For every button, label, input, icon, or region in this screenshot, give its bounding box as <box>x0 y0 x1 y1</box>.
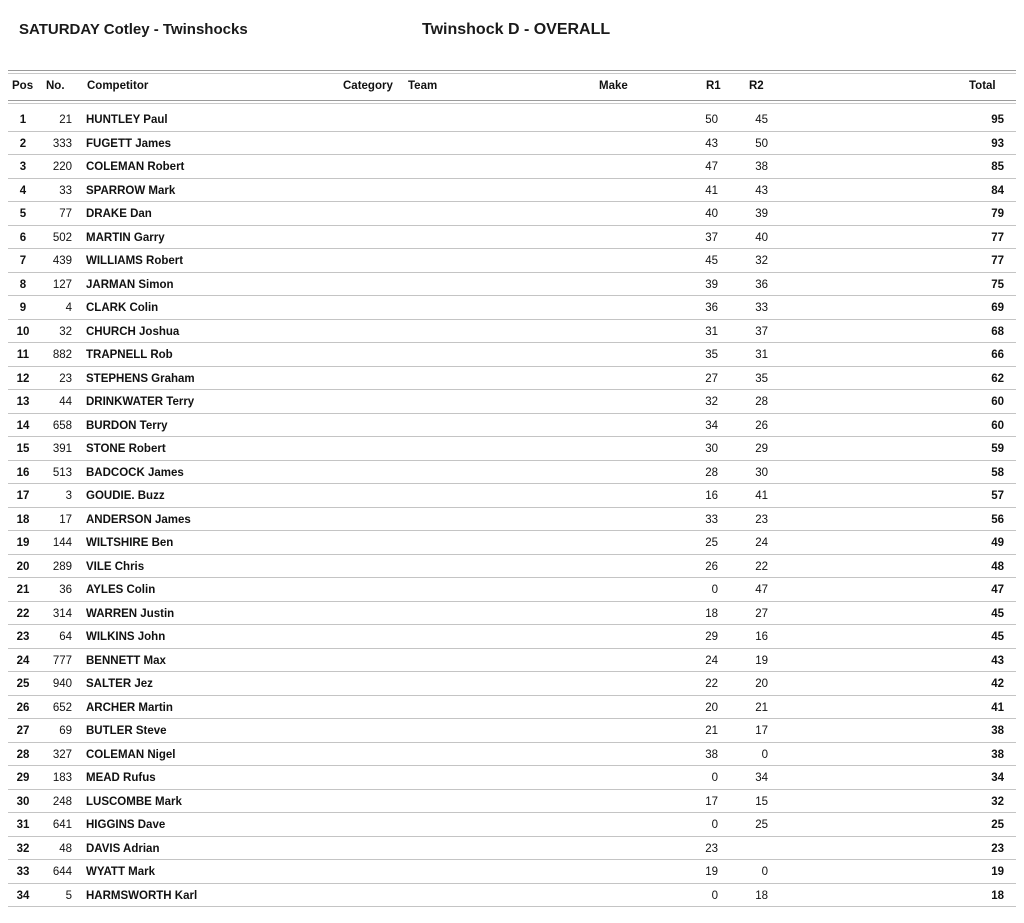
cell-pos: 27 <box>16 725 30 737</box>
table-row <box>8 179 1016 203</box>
cell-total: 18 <box>991 889 1004 902</box>
table-row <box>8 743 1016 767</box>
cell-competitor: HIGGINS Dave <box>86 819 166 831</box>
cell-competitor: ANDERSON James <box>86 513 191 526</box>
cell-pos: 12 <box>16 372 30 385</box>
cell-competitor: LUSCOMBE Mark <box>86 795 182 808</box>
cell-total: 95 <box>991 114 1004 126</box>
table-row <box>8 649 1016 673</box>
cell-r1: 20 <box>705 701 718 714</box>
cell-r1: 22 <box>705 678 718 690</box>
table-row <box>8 531 1016 555</box>
cell-competitor: COLEMAN Robert <box>86 161 185 173</box>
cell-r1: 26 <box>705 560 718 573</box>
cell-total: 48 <box>991 560 1004 573</box>
cell-r2: 23 <box>755 513 768 526</box>
header-pos: Pos <box>12 80 34 92</box>
table-row <box>8 672 1016 696</box>
cell-competitor: DAVIS Adrian <box>86 842 160 855</box>
cell-total: 79 <box>991 208 1004 220</box>
cell-no: 940 <box>52 678 72 690</box>
header-total: Total <box>969 80 996 92</box>
cell-pos: 32 <box>16 842 30 855</box>
cell-r2: 45 <box>755 114 768 126</box>
cell-pos: 3 <box>19 161 27 173</box>
cell-r2: 40 <box>755 231 768 244</box>
cell-no: 644 <box>52 866 72 878</box>
cell-total: 19 <box>991 866 1004 878</box>
cell-pos: 26 <box>16 701 30 714</box>
cell-pos: 30 <box>16 795 30 808</box>
table-row <box>8 625 1016 649</box>
table-header <box>0 80 1024 96</box>
cell-r2: 22 <box>755 560 768 573</box>
cell-r1: 45 <box>705 255 718 267</box>
class-title: Twinshock D - OVERALL <box>422 21 611 38</box>
cell-total: 32 <box>991 795 1004 808</box>
cell-pos: 20 <box>16 560 30 573</box>
cell-r1: 0 <box>711 819 718 831</box>
cell-competitor: BURDON Terry <box>86 419 168 432</box>
table-row <box>8 108 1016 132</box>
cell-r1: 17 <box>705 795 718 808</box>
cell-r2: 21 <box>755 701 768 714</box>
cell-r2: 50 <box>755 137 768 150</box>
header-r1: R1 <box>706 80 721 92</box>
cell-no: 502 <box>52 231 72 244</box>
cell-total: 60 <box>991 419 1004 432</box>
table-row <box>8 461 1016 485</box>
table-row <box>8 273 1016 297</box>
cell-r2: 36 <box>755 278 768 291</box>
cell-r2: 47 <box>755 584 768 596</box>
cell-pos: 25 <box>16 678 30 690</box>
cell-total: 38 <box>991 725 1004 737</box>
cell-r2: 29 <box>755 443 768 455</box>
cell-r1: 33 <box>705 513 718 526</box>
cell-pos: 28 <box>16 748 30 761</box>
cell-total: 25 <box>991 819 1004 831</box>
cell-r1: 36 <box>705 302 718 314</box>
cell-r1: 21 <box>705 725 718 737</box>
cell-r1: 50 <box>705 114 718 126</box>
cell-pos: 34 <box>16 889 30 902</box>
cell-total: 85 <box>991 161 1004 173</box>
cell-no: 289 <box>52 560 72 573</box>
table-row <box>8 860 1016 884</box>
cell-pos: 9 <box>19 302 27 314</box>
cell-r1: 19 <box>705 866 718 878</box>
cell-no: 21 <box>59 114 72 126</box>
cell-no: 882 <box>52 349 72 361</box>
cell-total: 84 <box>991 184 1004 197</box>
cell-competitor: WILLIAMS Robert <box>86 255 184 267</box>
cell-pos: 14 <box>16 419 30 432</box>
cell-no: 777 <box>52 654 72 667</box>
cell-r2: 32 <box>755 255 768 267</box>
table-row <box>8 719 1016 743</box>
cell-r2: 43 <box>755 184 768 197</box>
cell-pos: 7 <box>19 255 27 267</box>
cell-pos: 10 <box>16 325 30 338</box>
cell-pos: 17 <box>16 490 30 502</box>
table-row <box>8 813 1016 837</box>
cell-r2: 18 <box>755 889 768 902</box>
cell-r2: 26 <box>755 419 768 432</box>
header-competitor: Competitor <box>87 80 149 92</box>
cell-competitor: STEPHENS Graham <box>86 372 195 385</box>
cell-r1: 29 <box>705 631 718 643</box>
cell-r1: 30 <box>705 443 718 455</box>
cell-no: 327 <box>52 748 72 761</box>
cell-competitor: ARCHER Martin <box>86 701 173 714</box>
table-row <box>8 202 1016 226</box>
cell-r1: 47 <box>705 161 718 173</box>
cell-pos: 19 <box>16 537 30 549</box>
table-row <box>8 155 1016 179</box>
cell-no: 77 <box>59 208 72 220</box>
cell-r1: 18 <box>705 607 718 620</box>
cell-competitor: HUNTLEY Paul <box>86 114 168 126</box>
cell-no: 391 <box>52 443 72 455</box>
cell-total: 45 <box>991 631 1004 643</box>
cell-total: 77 <box>991 255 1004 267</box>
cell-pos: 18 <box>16 513 30 526</box>
cell-r2: 27 <box>755 607 768 620</box>
cell-no: 439 <box>52 255 72 267</box>
cell-total: 62 <box>991 372 1004 385</box>
cell-no: 36 <box>59 584 72 596</box>
cell-pos: 6 <box>19 231 27 244</box>
cell-competitor: COLEMAN Nigel <box>86 748 176 761</box>
cell-no: 44 <box>59 396 72 408</box>
cell-competitor: CHURCH Joshua <box>86 325 180 338</box>
cell-r2: 16 <box>755 631 768 643</box>
event-title: SATURDAY Cotley - Twinshocks <box>19 21 248 38</box>
cell-competitor: WILTSHIRE Ben <box>86 537 174 549</box>
top-rule <box>8 70 1016 71</box>
table-row <box>8 296 1016 320</box>
cell-r2: 34 <box>755 772 768 784</box>
cell-r1: 28 <box>705 466 718 479</box>
cell-pos: 16 <box>16 466 30 479</box>
cell-total: 59 <box>991 443 1004 455</box>
cell-r1: 35 <box>705 349 718 361</box>
cell-r2: 39 <box>755 208 768 220</box>
table-row <box>8 790 1016 814</box>
cell-r1: 37 <box>705 231 718 244</box>
cell-total: 49 <box>991 537 1004 549</box>
cell-no: 17 <box>59 513 72 526</box>
cell-r1: 27 <box>705 372 718 385</box>
cell-pos: 5 <box>19 208 27 220</box>
cell-total: 57 <box>991 490 1004 502</box>
cell-total: 34 <box>991 772 1004 784</box>
cell-pos: 33 <box>16 866 30 878</box>
cell-r2: 24 <box>755 537 768 549</box>
cell-total: 77 <box>991 231 1004 244</box>
cell-total: 93 <box>991 137 1004 150</box>
cell-pos: 1 <box>19 114 27 126</box>
cell-r1: 40 <box>705 208 718 220</box>
cell-no: 658 <box>52 419 72 432</box>
cell-no: 69 <box>59 725 72 737</box>
cell-r2: 35 <box>755 372 768 385</box>
cell-total: 23 <box>991 842 1004 855</box>
cell-no: 333 <box>52 137 72 150</box>
cell-pos: 4 <box>19 184 27 197</box>
results-table <box>0 108 1024 907</box>
header-make: Make <box>599 80 628 92</box>
cell-total: 45 <box>991 607 1004 620</box>
header-no: No. <box>46 80 65 92</box>
cell-r1: 16 <box>705 490 718 502</box>
cell-competitor: HARMSWORTH Karl <box>86 889 198 902</box>
cell-total: 41 <box>991 701 1004 714</box>
header-rule-secondary <box>8 103 1016 104</box>
header-team: Team <box>408 80 438 92</box>
cell-r2: 17 <box>755 725 768 737</box>
table-row <box>8 390 1016 414</box>
cell-no: 23 <box>59 372 72 385</box>
cell-competitor: WARREN Justin <box>86 607 175 620</box>
cell-no: 33 <box>59 184 72 197</box>
cell-competitor: CLARK Colin <box>86 302 159 314</box>
cell-total: 58 <box>991 466 1004 479</box>
cell-competitor: TRAPNELL Rob <box>86 349 173 361</box>
cell-no: 3 <box>65 490 72 502</box>
cell-total: 60 <box>991 396 1004 408</box>
cell-r1: 25 <box>705 537 718 549</box>
cell-r2: 41 <box>755 490 768 502</box>
table-row <box>8 578 1016 602</box>
table-row <box>8 249 1016 273</box>
cell-competitor: JARMAN Simon <box>86 278 174 291</box>
cell-competitor: FUGETT James <box>86 137 171 150</box>
cell-pos: 22 <box>16 607 30 620</box>
cell-no: 5 <box>65 889 72 902</box>
cell-no: 513 <box>52 466 72 479</box>
cell-competitor: AYLES Colin <box>86 584 156 596</box>
table-row <box>8 414 1016 438</box>
table-row <box>8 508 1016 532</box>
table-row <box>8 343 1016 367</box>
table-row <box>8 766 1016 790</box>
cell-r1: 0 <box>711 772 718 784</box>
cell-no: 248 <box>52 795 72 808</box>
cell-competitor: BUTLER Steve <box>86 725 167 737</box>
cell-no: 127 <box>52 278 72 291</box>
cell-r1: 43 <box>705 137 718 150</box>
cell-r1: 39 <box>705 278 718 291</box>
top-rule-secondary <box>8 73 1016 74</box>
table-row <box>8 437 1016 461</box>
cell-competitor: DRINKWATER Terry <box>86 396 195 408</box>
cell-pos: 29 <box>16 772 30 784</box>
table-row <box>8 320 1016 344</box>
cell-total: 68 <box>991 325 1004 338</box>
cell-no: 32 <box>59 325 72 338</box>
cell-r2: 25 <box>755 819 768 831</box>
cell-r1: 0 <box>711 889 718 902</box>
cell-competitor: BADCOCK James <box>86 466 184 479</box>
cell-r2: 0 <box>761 748 768 761</box>
cell-r1: 32 <box>705 396 718 408</box>
table-row <box>8 884 1016 908</box>
cell-competitor: SALTER Jez <box>86 678 153 690</box>
cell-pos: 24 <box>16 654 30 667</box>
cell-total: 66 <box>991 349 1004 361</box>
header-rule <box>8 100 1016 101</box>
cell-no: 183 <box>52 772 72 784</box>
cell-no: 144 <box>52 537 72 549</box>
table-row <box>8 837 1016 861</box>
cell-competitor: MEAD Rufus <box>86 772 156 784</box>
cell-total: 47 <box>991 584 1004 596</box>
cell-no: 641 <box>52 819 72 831</box>
table-row <box>8 602 1016 626</box>
cell-r2: 31 <box>755 349 768 361</box>
cell-pos: 23 <box>16 631 30 643</box>
table-row <box>8 226 1016 250</box>
cell-competitor: SPARROW Mark <box>86 184 176 197</box>
header-r2: R2 <box>749 80 764 92</box>
header-category: Category <box>343 80 393 92</box>
cell-no: 314 <box>52 607 72 620</box>
cell-no: 48 <box>59 842 72 855</box>
cell-total: 75 <box>991 278 1004 291</box>
cell-competitor: DRAKE Dan <box>86 208 152 220</box>
table-row <box>8 696 1016 720</box>
cell-pos: 13 <box>16 396 30 408</box>
cell-competitor: VILE Chris <box>86 560 145 573</box>
cell-r1: 31 <box>705 325 718 338</box>
cell-r1: 0 <box>711 584 718 596</box>
cell-pos: 8 <box>19 278 27 291</box>
cell-competitor: BENNETT Max <box>86 654 166 667</box>
cell-r1: 24 <box>705 654 718 667</box>
cell-r2: 28 <box>755 396 768 408</box>
cell-no: 64 <box>59 631 72 643</box>
cell-total: 42 <box>991 678 1004 690</box>
cell-total: 43 <box>991 654 1004 667</box>
cell-pos: 2 <box>19 137 27 150</box>
cell-pos: 31 <box>16 819 30 831</box>
table-row <box>8 367 1016 391</box>
cell-r2: 33 <box>755 302 768 314</box>
cell-r2: 15 <box>755 795 768 808</box>
table-row <box>8 555 1016 579</box>
cell-r1: 23 <box>705 842 718 855</box>
cell-total: 56 <box>991 513 1004 526</box>
cell-competitor: WILKINS John <box>86 631 166 643</box>
cell-total: 38 <box>991 748 1004 761</box>
cell-pos: 15 <box>16 443 30 455</box>
cell-competitor: MARTIN Garry <box>86 231 165 244</box>
cell-competitor: WYATT Mark <box>86 866 156 878</box>
cell-no: 4 <box>65 302 72 314</box>
table-row <box>8 484 1016 508</box>
cell-competitor: STONE Robert <box>86 443 166 455</box>
table-row <box>8 132 1016 156</box>
cell-r2: 38 <box>755 161 768 173</box>
cell-r2: 37 <box>755 325 768 338</box>
cell-no: 652 <box>52 701 72 714</box>
cell-total: 69 <box>991 302 1004 314</box>
cell-pos: 21 <box>16 584 30 596</box>
cell-r1: 34 <box>705 419 718 432</box>
cell-competitor: GOUDIE. Buzz <box>86 490 165 502</box>
cell-r1: 41 <box>705 184 718 197</box>
cell-r2: 19 <box>755 654 768 667</box>
cell-no: 220 <box>52 161 72 173</box>
cell-pos: 11 <box>16 349 30 361</box>
cell-r2: 30 <box>755 466 768 479</box>
cell-r2: 20 <box>755 678 768 690</box>
cell-r2: 0 <box>761 866 768 878</box>
cell-r1: 38 <box>705 748 718 761</box>
